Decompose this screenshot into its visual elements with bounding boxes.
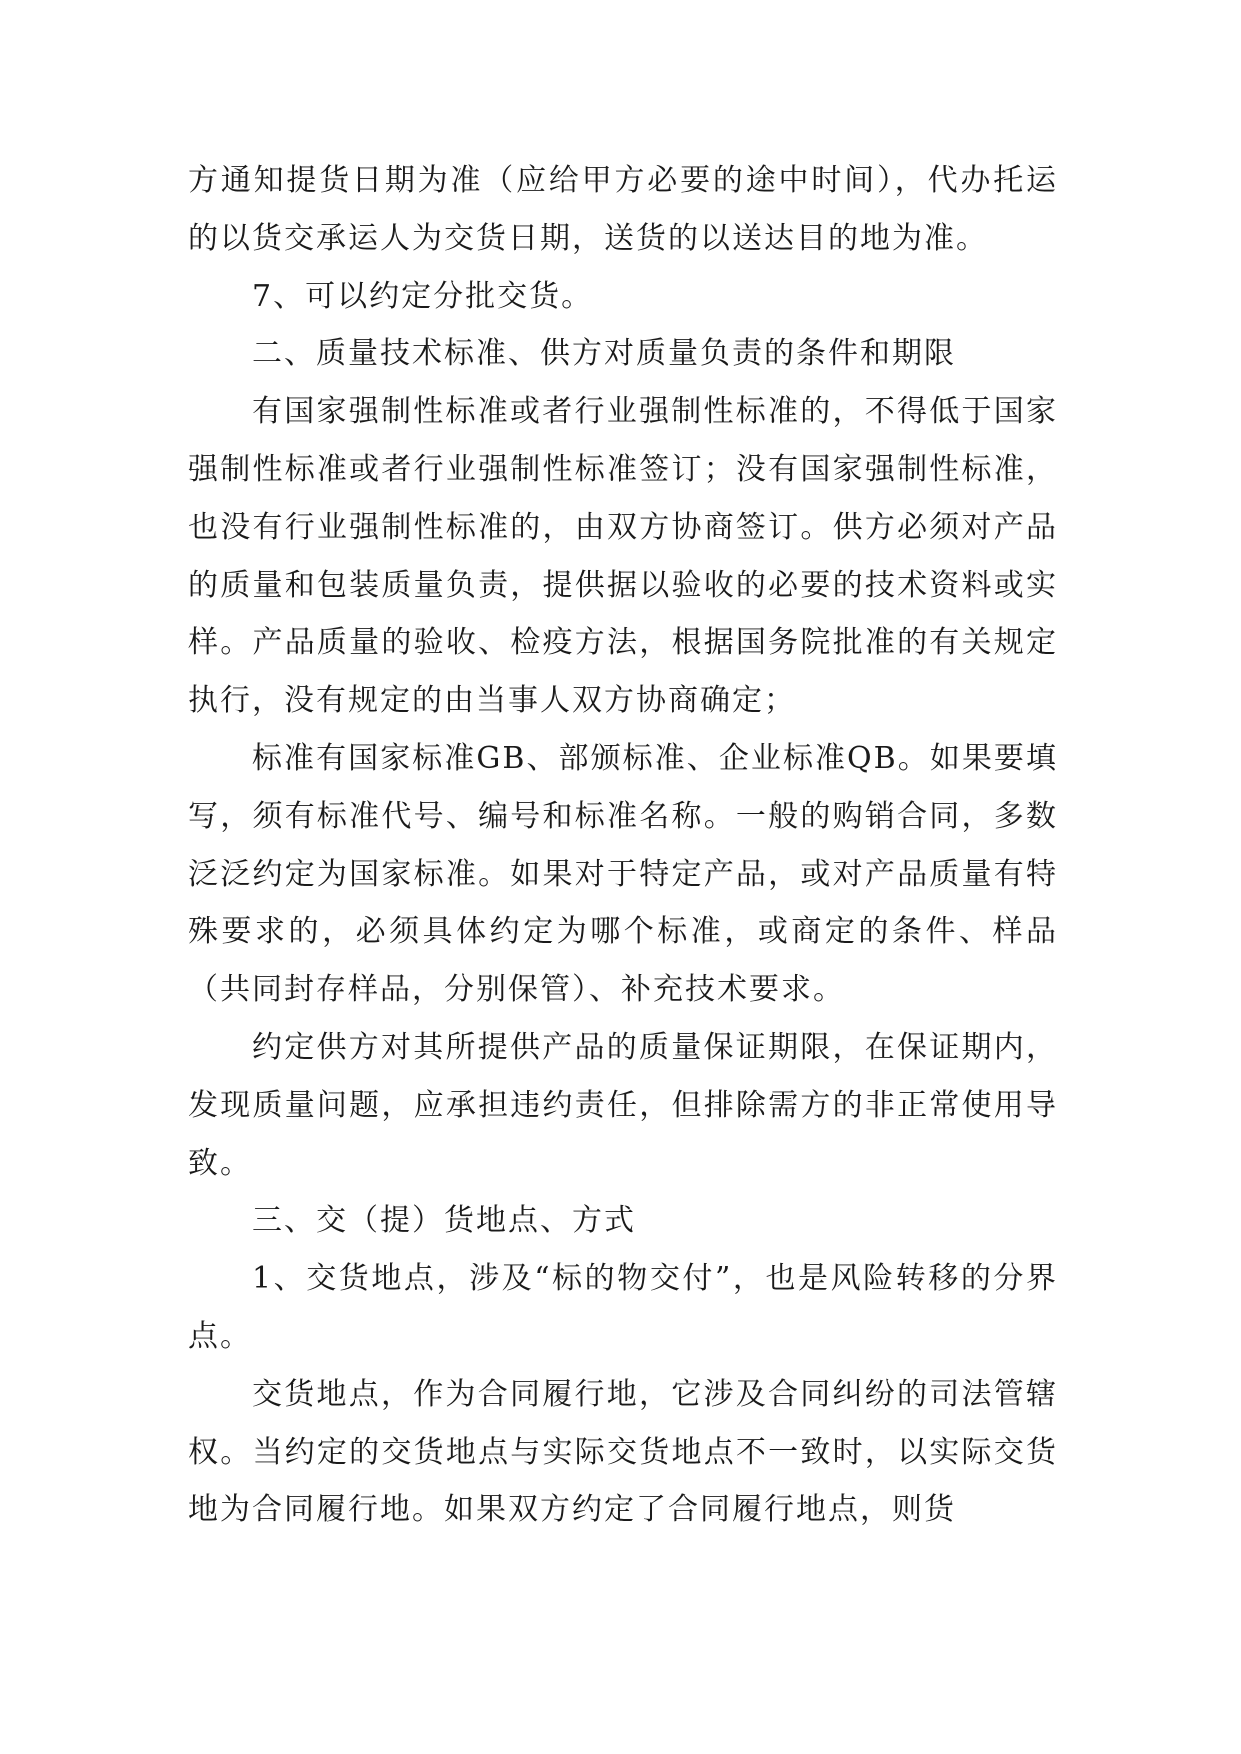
paragraph-delivery-location: 1、交货地点，涉及“标的物交付”，也是风险转移的分界点。 (188, 1261, 1058, 1354)
section-heading-2: 二、质量技术标准、供方对质量负责的条件和期限 (252, 336, 956, 372)
paragraph-standard-types: 标准有国家标准GB、部颁标准、企业标准QB。如果要填写，须有标准代号、编号和标准名称。一般的购销合同，多数泛泛约定为国家标准。如果对于特定产品，或对产品质量有特殊要求的，必须具体约定为哪个标准，或商定的条件、样品（共同封存样品，分别保管）、补充技术要求。 (188, 740, 1058, 1008)
section-heading-3: 三、交（提）货地点、方式 (252, 1203, 636, 1239)
paragraph-mandatory-standards: 有国家强制性标准或者行业强制性标准的，不得低于国家强制性标准或者行业强制性标准签订；没有国家强制性标准，也没有行业强制性标准的，由双方协商签订。供方必须对产品的质量和包装质量负责，提供据以验收的必要的技术资料或实样。产品质量的验收、检疫方法，根据国务院批准的有关规定执行，没有规定的由当事人双方协商确定； (188, 394, 1058, 719)
paragraph-jurisdiction: 交货地点，作为合同履行地，它涉及合同纠纷的司法管辖权。当约定的交货地点与实际交货地点不一致时，以实际交货地为合同履行地。如果双方约定了合同履行地点，则货 (188, 1376, 1058, 1528)
paragraph-warranty-period: 约定供方对其所提供产品的质量保证期限，在保证期内，发现质量问题，应承担违约责任，但排除需方的非正常使用导致。 (188, 1029, 1058, 1181)
document-body (188, 152, 1058, 1539)
paragraph-item-7: 7、可以约定分批交货。 (252, 278, 594, 314)
paragraph-continuation: 方通知提货日期为准（应给甲方必要的途中时间），代办托运的以货交承运人为交货日期，送货的以送达目的地为准。 (188, 163, 1058, 256)
